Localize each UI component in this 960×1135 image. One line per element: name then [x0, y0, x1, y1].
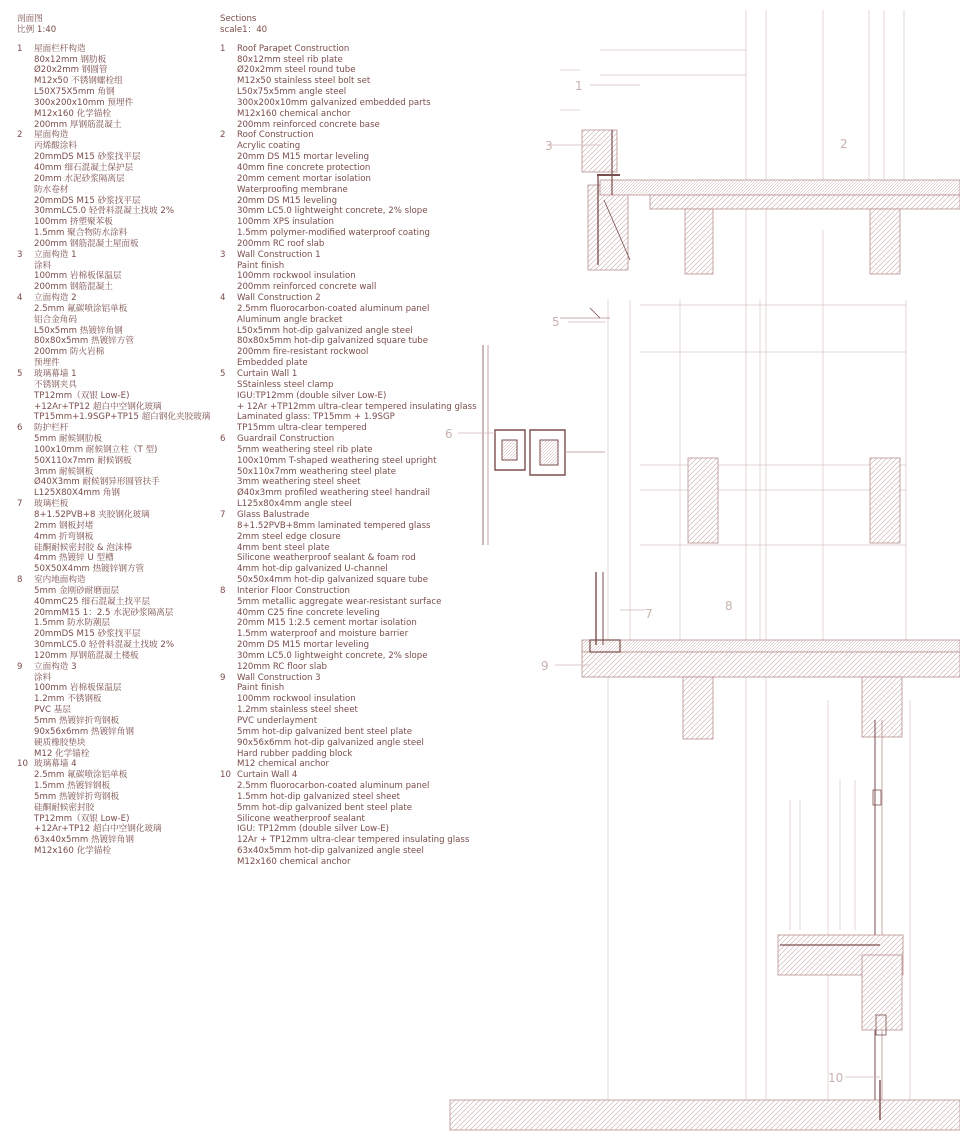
- legend-item-line: 200mm fire-resistant rockwool: [237, 347, 369, 358]
- legend-item-line: TP15mm ultra-clear tempered: [237, 423, 367, 434]
- legend-item-number: 2: [17, 130, 23, 141]
- legend-item-line: Paint finish: [237, 260, 285, 271]
- legend-item-number: 1: [17, 43, 23, 54]
- legend-item-line: 防水卷材: [34, 184, 69, 195]
- legend-item-line: L50x5mm 热镀锌角钢: [34, 325, 123, 336]
- legend-item-line: 200mm RC roof slab: [237, 238, 325, 249]
- legend-item-line: Ø20x2mm steel round tube: [237, 65, 356, 76]
- legend-item-line: 5mm weathering steel rib plate: [237, 444, 373, 455]
- legend-item-line: Aluminum angle bracket: [237, 314, 343, 325]
- legend-item-line: 4mm bent steel plate: [237, 542, 330, 553]
- legend-item-line: 20mm DS M15 mortar leveling: [237, 640, 370, 651]
- legend-item-line: 30mm LC5.0 lightweight concrete, 2% slope: [237, 206, 428, 217]
- legend-item-line: 100x10mm T-shaped weathering steel upright: [237, 455, 437, 466]
- legend-item-line: 1.2mm stainless steel sheet: [237, 705, 358, 716]
- legend-item-line: 4mm 热镀锌 U 型槽: [34, 553, 114, 564]
- wall-panels: [483, 308, 900, 545]
- callout-3: 3: [545, 139, 553, 153]
- legend-item-line: 100mm 挤塑聚苯板: [34, 217, 113, 228]
- legend-item-line: PVC 基层: [34, 705, 71, 716]
- legend-item-line: 200mm 钢筋混凝土: [34, 282, 113, 293]
- legend-item-line: 5mm hot-dip galvanized bent steel plate: [237, 726, 413, 737]
- legend-item-number: 10: [17, 759, 28, 770]
- legend-item-line: 3mm weathering steel sheet: [237, 477, 361, 488]
- legend-item-line: Silicone weatherproof sealant & foam rod: [237, 553, 416, 564]
- callout-10: 10: [828, 1071, 844, 1085]
- legend-item-line: 63x40x5mm 热镀锌角钢: [34, 835, 134, 846]
- legend-item-line: 3mm 耐候钢板: [34, 466, 94, 477]
- legend-item-line: 80x12mm steel rib plate: [237, 54, 343, 65]
- legend-item-line: 40mm 细石混凝土保护层: [34, 162, 134, 173]
- legend-chinese-scale: 比例 1:40: [17, 24, 57, 35]
- legend-item-line: 20mm M15 1:2.5 cement mortar isolation: [237, 618, 417, 629]
- legend-item-line: 100mm rockwool insulation: [237, 271, 356, 282]
- legend-item-number: 3: [220, 249, 226, 260]
- legend-item-line: TP12mm（双银 Low-E): [34, 390, 130, 401]
- callout-6: 6: [445, 427, 453, 441]
- legend-item-line: 30mmLC5.0 轻骨料混凝土找坡 2%: [34, 206, 174, 217]
- legend-item-line: 硬质橡胶垫块: [34, 737, 86, 748]
- legend-item-line: +12Ar+TP12 超白中空钢化玻璃: [34, 401, 162, 412]
- legend-item-heading: Wall Construction 1: [237, 249, 321, 260]
- legend-item-heading: 立面构造 2: [34, 293, 77, 304]
- legend-item-line: 200mm 防火岩棉: [34, 347, 105, 358]
- legend-item-line: L50x75x5mm angle steel: [237, 87, 347, 98]
- callout-2: 2: [840, 137, 848, 151]
- legend-item-line: 80x12mm 钢肋板: [34, 54, 107, 65]
- legend-item-line: 20mm 水泥砂浆隔离层: [34, 173, 125, 184]
- legend-item-line: 5mm 热镀锌折弯钢板: [34, 716, 120, 726]
- legend-item-line: 300x200x10mm galvanized embedded parts: [237, 97, 431, 108]
- legend-item-number: 10: [220, 770, 231, 781]
- legend-item-line: 90x56x6mm hot-dip galvanized angle steel: [237, 737, 424, 748]
- legend-item-line: M12x160 chemical anchor: [237, 856, 351, 867]
- legend-item-line: Silicone weatherproof sealant: [237, 813, 365, 824]
- legend-item-heading: 玻璃幕墙 4: [34, 759, 77, 770]
- legend-item-line: 100mm rockwool insulation: [237, 694, 356, 705]
- legend-item-line: TP15mm+1.9SGP+TP15 超白钢化夹胶玻璃: [34, 412, 211, 423]
- legend-item-line: 200mm 钢筋混凝土屋面板: [34, 238, 139, 249]
- legend-item-heading: 屋面构造: [34, 130, 69, 141]
- legend-item-line: Waterproofing membrane: [237, 184, 348, 195]
- legend-item-line: M12x160 chemical anchor: [237, 108, 351, 119]
- legend-item-line: 涂料: [34, 672, 52, 683]
- legend-item-line: 200mm reinforced concrete base: [237, 119, 380, 130]
- legend-item-heading: 玻璃栏板: [34, 499, 69, 510]
- legend-item-line: 5mm 耐候钢肋板: [34, 434, 102, 445]
- legend-item-line: 2.5mm fluorocarbon-coated aluminum panel: [237, 303, 430, 314]
- legend-item-line: 2.5mm fluorocarbon-coated aluminum panel: [237, 781, 430, 792]
- callout-1: 1: [575, 79, 583, 93]
- legend-item-line: 40mm C25 fine concrete leveling: [237, 607, 380, 618]
- legend-item-heading: 室内地面构造: [34, 575, 86, 586]
- legend-item-line: 5mm 热镀锌折弯钢板: [34, 791, 120, 802]
- legend-item-line: M12x50 stainless steel bolt set: [237, 76, 371, 87]
- legend-item-line: M12x160 化学锚栓: [34, 846, 111, 857]
- legend-item-line: TP12mm（双银 Low-E): [34, 813, 130, 824]
- legend-item-number: 1: [220, 43, 226, 54]
- legend-item-line: 30mmLC5.0 轻骨料混凝土找坡 2%: [34, 640, 174, 651]
- legend-item-line: 8+1.52PVB+8mm laminated tempered glass: [237, 520, 431, 531]
- legend-item-line: Laminated glass: TP15mm + 1.9SGP: [237, 412, 395, 423]
- legend-item-line: M12x160 化学锚栓: [34, 108, 111, 119]
- legend-item-line: 1.5mm 聚合物防水涂料: [34, 228, 128, 239]
- legend-english-title: Sections: [220, 14, 257, 24]
- legend-item-line: 12Ar + TP12mm ultra-clear tempered insulating glass: [237, 835, 470, 846]
- legend-item-line: 1.5mm 防水防潮层: [34, 618, 111, 629]
- legend-item-line: 预埋件: [34, 358, 60, 369]
- legend-item-heading: Interior Floor Construction: [237, 585, 350, 596]
- legend-item-line: 1.5mm 热镀锌钢板: [34, 781, 111, 792]
- legend-item-line: 100mm XPS insulation: [237, 217, 335, 228]
- legend-item-line: 40mm fine concrete protection: [237, 162, 371, 173]
- legend-item-heading: Glass Balustrade: [237, 509, 310, 520]
- callout-7: 7: [645, 607, 653, 621]
- legend-item-line: 20mmM15 1：2.5 水泥砂浆隔离层: [34, 607, 174, 618]
- legend-item-number: 4: [220, 293, 226, 304]
- legend-item-number: 2: [220, 130, 226, 141]
- legend-item-line: 4mm hot-dip galvanized U-channel: [237, 564, 388, 575]
- legend-item-line: 20mmDS M15 砂浆找平层: [34, 629, 141, 640]
- legend-item-line: Ø40X3mm 耐候钢异形圆管扶手: [34, 477, 160, 488]
- legend-item-line: 1.5mm polymer-modified waterproof coating: [237, 228, 430, 239]
- legend-item-number: 7: [220, 509, 226, 520]
- legend-item-line: 2mm steel edge closure: [237, 531, 341, 542]
- legend-item-line: 120mm RC floor slab: [237, 661, 327, 672]
- legend-item-line: Embedded plate: [237, 358, 308, 369]
- legend-item-line: 20mm DS M15 mortar leveling: [237, 152, 370, 163]
- legend-item-line: Acrylic coating: [237, 141, 301, 152]
- legend-item-line: 300x200x10mm 预埋件: [34, 97, 134, 108]
- legend-item-heading: Curtain Wall 1: [237, 369, 298, 379]
- legend-item-heading: 立面构造 3: [34, 661, 77, 672]
- callout-9: 9: [541, 659, 549, 673]
- legend-item-line: L125x80x4mm angle steel: [237, 499, 352, 510]
- legend-item-heading: Roof Construction: [237, 130, 314, 141]
- legend-item-heading: 防护栏杆: [34, 423, 69, 434]
- floor-section: [582, 572, 960, 1100]
- legend-item-line: 50X110x7mm 耐候钢板: [34, 455, 132, 466]
- legend-item-line: 50X50X4mm 热镀锌钢方管: [34, 564, 145, 575]
- legend-item-line: 80x80x5mm hot-dip galvanized square tube: [237, 336, 429, 347]
- legend-item-number: 8: [17, 575, 23, 586]
- legend-item-heading: Guardrail Construction: [237, 434, 335, 445]
- legend-item-number: 6: [17, 423, 23, 434]
- legend-item-number: 4: [17, 293, 23, 304]
- legend-item-line: +12Ar+TP12 超白中空钢化玻璃: [34, 824, 162, 835]
- callout-labels: [445, 79, 848, 1085]
- legend-item-line: IGU: TP12mm (double silver Low-E): [237, 824, 390, 835]
- legend-item-line: 90x56x6mm 热镀锌角钢: [34, 726, 134, 737]
- legend-item-number: 3: [17, 249, 23, 260]
- legend-item-line: 80x80x5mm 热镀锌方管: [34, 336, 134, 347]
- legend-item-line: 200mm reinforced concrete wall: [237, 282, 377, 293]
- legend-item-number: 5: [220, 369, 226, 379]
- legend-item-line: 5mm metallic aggregate wear-resistant surface: [237, 596, 442, 607]
- legend-item-line: M12x50 不锈钢螺栓组: [34, 76, 123, 87]
- legend-item-number: 9: [17, 661, 23, 672]
- legend-item-heading: 立面构造 1: [34, 249, 77, 260]
- legend-item-number: 6: [220, 434, 226, 445]
- legend-item-heading: Wall Construction 3: [237, 672, 321, 683]
- legend-item-number: 9: [220, 672, 226, 683]
- legend-item-line: 涂料: [34, 260, 52, 271]
- legend-item-line: L125X80X4mm 角钢: [34, 488, 121, 499]
- legend-item-line: Paint finish: [237, 683, 285, 694]
- legend-item-line: 4mm 折弯钢板: [34, 531, 94, 542]
- legend-item-line: 1.5mm hot-dip galvanized steel sheet: [237, 791, 401, 802]
- roof-section: [582, 130, 960, 274]
- legend-item-number: 5: [17, 369, 23, 379]
- legend-item-line: 1.5mm waterproof and moisture barrier: [237, 629, 409, 640]
- legend-item-line: 8+1.52PVB+8 夹胶钢化玻璃: [34, 509, 150, 520]
- legend-item-line: 5mm hot-dip galvanized bent steel plate: [237, 802, 413, 813]
- legend-item-line: PVC underlayment: [237, 716, 318, 726]
- legend-item-line: 20mm DS M15 leveling: [237, 195, 338, 206]
- legend-item-line: 40mmC25 细石混凝土找平层: [34, 596, 151, 607]
- legend-item-line: + 12Ar +TP12mm ultra-clear tempered insulating glass: [237, 401, 477, 412]
- legend-item-line: Ø40x3mm profiled weathering steel handrail: [237, 488, 431, 499]
- legend-item-line: 不锈钢夹具: [34, 379, 77, 390]
- legend-item-line: 硅酮耐候密封胶 & 泡沫棒: [34, 542, 133, 553]
- legend-item-line: 100mm 岩棉板保温层: [34, 271, 122, 282]
- legend-item-line: 20mmDS M15 砂浆找平层: [34, 195, 141, 206]
- legend-item-line: 2mm 钢板封堵: [34, 520, 94, 531]
- legend-item-line: Hard rubber padding block: [237, 748, 353, 759]
- legend-item-line: M12 化学锚栓: [34, 748, 90, 759]
- legend-item-heading: 屋面栏杆构造: [34, 43, 86, 54]
- legend-item-line: 2.5mm 氟碳喷涂铝单板: [34, 303, 128, 314]
- legend-item-heading: Curtain Wall 4: [237, 770, 298, 781]
- legend-item-number: 7: [17, 499, 23, 510]
- legend-item-line: M12 chemical anchor: [237, 759, 330, 770]
- legend-item-line: 铝合金角码: [34, 314, 77, 325]
- callout-leaders: [458, 85, 880, 1077]
- legend-item-line: 63x40x5mm hot-dip galvanized angle steel: [237, 846, 424, 857]
- legend-item-heading: Wall Construction 2: [237, 293, 321, 304]
- legend-item-line: Ø20x2mm 钢圆管: [34, 65, 108, 76]
- legend-item-heading: 玻璃幕墙 1: [34, 369, 77, 379]
- legend-item-line: 1.2mm 不锈钢板: [34, 694, 102, 705]
- legend-item-line: SStainless steel clamp: [237, 379, 334, 390]
- legend-chinese-title: 剖面图: [17, 14, 43, 24]
- lower-section: [450, 790, 960, 1130]
- legend-item-line: 200mm 厚钢筋混凝土: [34, 119, 122, 130]
- legend-item-line: L50X75X5mm 角钢: [34, 87, 115, 98]
- legend-english-scale: scale1：40: [220, 24, 268, 35]
- legend-item-heading: Roof Parapet Construction: [237, 43, 350, 54]
- legend-item-number: 8: [220, 585, 226, 596]
- legend-item-line: 50x110x7mm weathering steel plate: [237, 466, 396, 477]
- legend-item-line: L50x5mm hot-dip galvanized angle steel: [237, 325, 413, 336]
- legend-item-line: 50x50x4mm hot-dip galvanized square tube: [237, 575, 429, 586]
- legend-item-line: 100mm 岩棉板保温层: [34, 683, 122, 694]
- legend-item-line: IGU:TP12mm (double silver Low-E): [237, 390, 387, 401]
- legend-item-line: 硅酮耐候密封胶: [34, 802, 95, 813]
- callout-8: 8: [725, 599, 733, 613]
- legend-item-line: 30mm LC5.0 lightweight concrete, 2% slope: [237, 650, 428, 661]
- callout-5: 5: [552, 315, 560, 329]
- legend-item-line: 120mm 厚钢筋混凝土楼板: [34, 650, 139, 661]
- legend-item-line: 20mm cement mortar isolation: [237, 173, 371, 184]
- legend-item-line: 20mmDS M15 砂浆找平层: [34, 152, 141, 163]
- legend-item-line: 100x10mm 耐候钢立柱（T 型): [34, 444, 158, 455]
- legend-item-line: 2.5mm 氟碳喷涂铝单板: [34, 770, 128, 781]
- legend-item-line: 5mm 金刚砂耐磨面层: [34, 585, 120, 596]
- legend-item-line: 丙烯酸涂料: [34, 141, 77, 152]
